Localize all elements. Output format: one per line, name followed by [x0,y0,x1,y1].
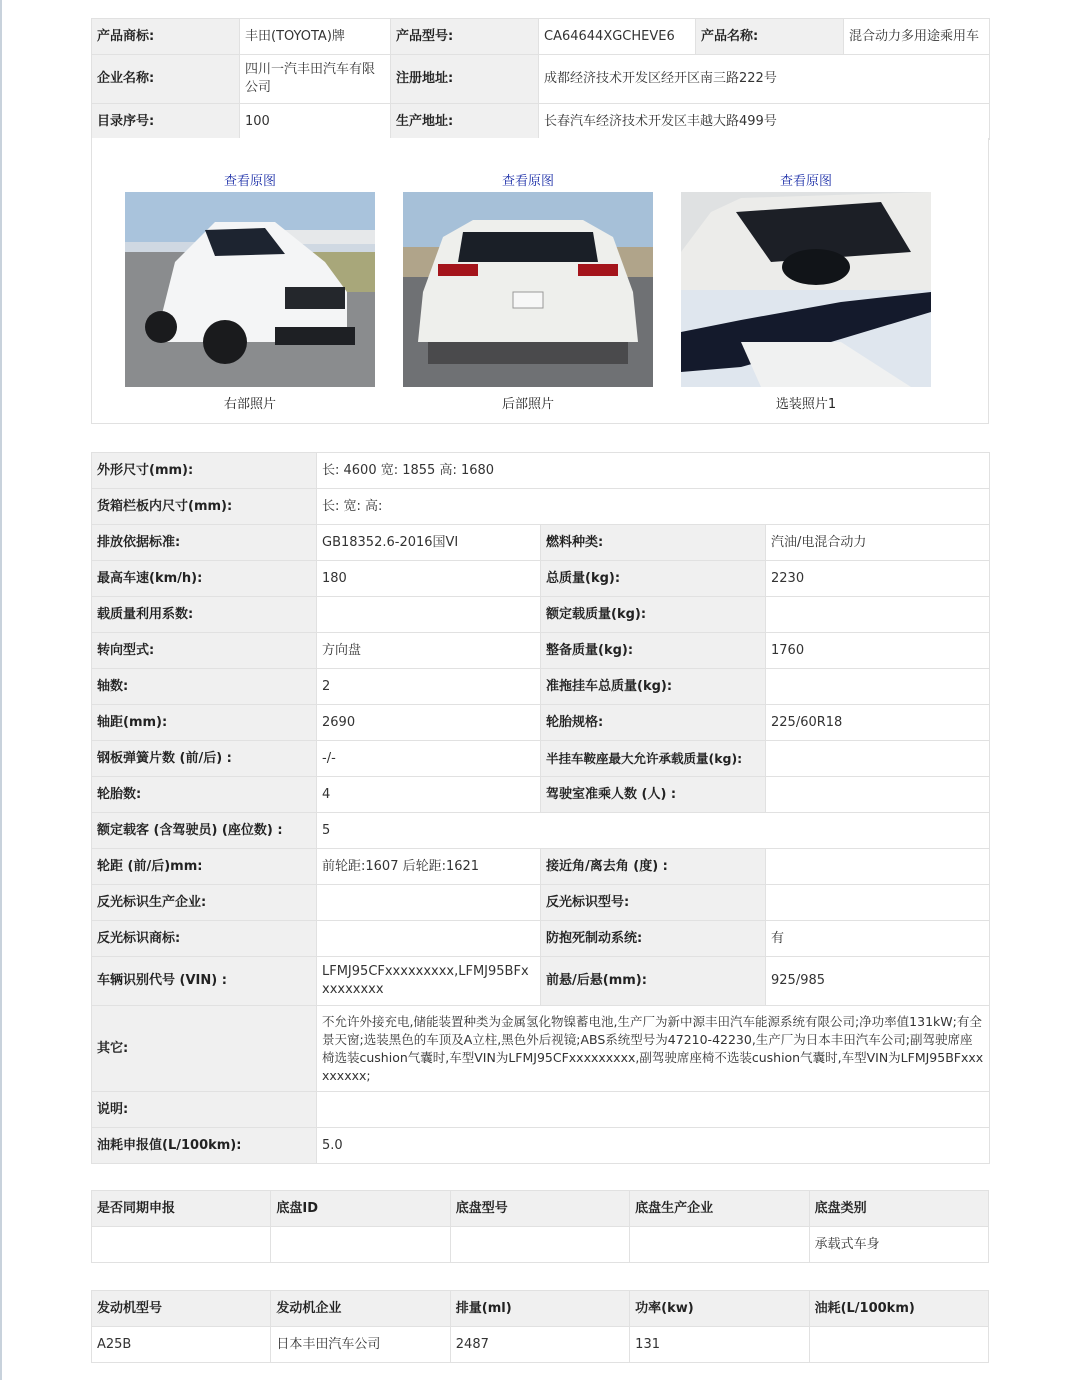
angle-label: 接近角/离去角 (度) : [541,849,766,885]
spring-label: 钢板弹簧片数 (前/后) : [92,741,317,777]
table-row [92,104,990,140]
cab-label: 驾驶室准乘人数 (人) : [541,777,766,813]
steering-value: 方向盘 [317,633,541,669]
axles-value: 2 [317,669,541,705]
basic-info-section [91,18,989,140]
vin-value: LFMJ95CFxxxxxxxxx,LFMJ95BFxxxxxxxxx [317,957,541,1006]
saddle-label: 半挂车鞍座最大允许承载质量(kg): [541,741,766,777]
other-value: 不允许外接充电,储能装置种类为金属氢化物镍蓄电池,生产厂为新中源丰田汽车能源系统有限公司;净功率值131kW;有全景天窗;选装黑色的车顶及A立柱,黑色外后视镜;ABS系统型号为47210-42230,生产厂为日本丰田汽车公司;副驾驶席座椅选装cushion气囊时,车型VIN为LFMJ95CFxxxxxxxxx,副驾驶席座椅不选装cushion气囊时,车型VIN为LFMJ95BFxxxxxxxxx; [317,1006,990,1092]
rated-load-label: 额定载质量(kg): [541,597,766,633]
curb-value: 1760 [766,633,990,669]
vin-label: 车辆识别代号 (VIN) : [92,957,317,1006]
dims-value: 长: 4600 宽: 1855 高: 1680 [317,453,990,489]
table-row [92,885,990,921]
photo-card-optional [681,172,931,414]
prod-address-label: 生产地址: [391,104,539,140]
prod-address-value: 长春汽车经济技术开发区丰越大路499号 [539,104,990,140]
table-row [92,849,990,885]
rear-car-photo[interactable] [403,192,653,387]
company-label: 企业名称: [92,55,240,104]
tires-value: 4 [317,777,541,813]
spring-value: -/- [317,741,541,777]
table-row [92,1327,989,1363]
chassis-table [91,1190,989,1263]
table-cell: 承载式车身 [809,1227,988,1263]
load-coef-label: 载质量利用系数: [92,597,317,633]
load-coef-value [317,597,541,633]
other-label: 其它: [92,1006,317,1092]
table-row [92,453,990,489]
product-name-value: 混合动力多用途乘用车 [844,19,990,55]
photo-card-right [125,172,375,414]
optional-part-photo[interactable] [681,192,931,387]
photo-caption: 右部照片 [223,397,276,412]
track-label: 轮距 (前/后)mm: [92,849,317,885]
column-header: 底盘类别 [809,1191,988,1227]
reflector-maker-label: 反光标识生产企业: [92,885,317,921]
tire-spec-value: 225/60R18 [766,705,990,741]
column-header: 发动机型号 [92,1291,271,1327]
table-row [92,597,990,633]
mass-label: 总质量(kg): [541,561,766,597]
column-header: 底盘ID [271,1191,450,1227]
view-original-link[interactable]: 查看原图 [779,174,832,189]
tire-spec-label: 轮胎规格: [541,705,766,741]
mass-value: 2230 [766,561,990,597]
table-row [92,669,990,705]
column-header: 底盘生产企业 [630,1191,809,1227]
table-cell: 日本丰田汽车公司 [271,1327,450,1363]
table-row [92,777,990,813]
table-cell [630,1227,809,1263]
table-row [92,633,990,669]
table-header-row [92,1191,989,1227]
reg-address-label: 注册地址: [391,55,539,104]
catalog-value: 100 [240,104,391,140]
fuel-value: 汽油/电混合动力 [766,525,990,561]
reg-address-value: 成都经济技术开发区经开区南三路222号 [539,55,990,104]
steering-label: 转向型式: [92,633,317,669]
model-value: CA6464​4XGCHEVE6 [539,19,696,55]
overhang-label: 前悬/后悬(mm): [541,957,766,1006]
engine-table [91,1290,989,1363]
table-row [92,1227,989,1263]
column-header: 功率(kw) [630,1291,809,1327]
seats-label: 额定载客 (含驾驶员) (座位数) : [92,813,317,849]
photo-card-rear [403,172,653,414]
axles-label: 轴数: [92,669,317,705]
view-original-link[interactable]: 查看原图 [223,174,276,189]
table-row [92,957,990,1006]
note-label: 说明: [92,1092,317,1128]
brand-label: 产品商标: [92,19,240,55]
saddle-value [766,741,990,777]
wheelbase-label: 轴距(mm): [92,705,317,741]
cargo-value: 长: 宽: 高: [317,489,990,525]
table-cell: A25B [92,1327,271,1363]
table-header-row [92,1291,989,1327]
table-row [92,705,990,741]
table-row [92,1006,990,1092]
table-row [92,921,990,957]
track-value: 前轮距:1607 后轮距:1621 [317,849,541,885]
specs-section [91,452,989,1164]
table-row [92,561,990,597]
consumption-label: 油耗申报值(L/100km): [92,1128,317,1164]
engine-section [91,1290,989,1363]
page-left-border [0,0,2,1380]
table-row [92,741,990,777]
dims-label: 外形尺寸(mm): [92,453,317,489]
reflector-model-value [766,885,990,921]
trailer-label: 准拖挂车总质量(kg): [541,669,766,705]
column-header: 排量(ml) [450,1291,629,1327]
curb-label: 整备质量(kg): [541,633,766,669]
column-header: 是否同期申报 [92,1191,271,1227]
table-row [92,1092,990,1128]
table-row [92,813,990,849]
table-cell: 2487 [450,1327,629,1363]
right-side-car-photo[interactable] [125,192,375,387]
trailer-value [766,669,990,705]
company-value: 四川一汽丰田汽车有限公司 [240,55,391,104]
table-cell: 131 [630,1327,809,1363]
wheelbase-value: 2690 [317,705,541,741]
abs-value: 有 [766,921,990,957]
tires-label: 轮胎数: [92,777,317,813]
view-original-link[interactable]: 查看原图 [501,174,554,189]
chassis-section [91,1190,989,1263]
note-value [317,1092,990,1128]
model-label: 产品型号: [391,19,539,55]
photo-gallery [91,138,989,424]
speed-value: 180 [317,561,541,597]
table-cell [271,1227,450,1263]
angle-value [766,849,990,885]
reflector-model-label: 反光标识型号: [541,885,766,921]
abs-label: 防抱死制动系统: [541,921,766,957]
reflector-maker-value [317,885,541,921]
reflector-brand-label: 反光标识商标: [92,921,317,957]
emission-value: GB18352.6-2016国VI [317,525,541,561]
product-name-label: 产品名称: [696,19,844,55]
catalog-label: 目录序号: [92,104,240,140]
cab-value [766,777,990,813]
table-row [92,55,990,104]
table-row [92,489,990,525]
reflector-brand-value [317,921,541,957]
brand-value: 丰田(TOYOTA)牌 [240,19,391,55]
photo-caption: 选装照片1 [775,397,837,412]
specs-table [91,452,990,1164]
seats-value: 5 [317,813,990,849]
table-cell [809,1327,988,1363]
column-header: 发动机企业 [271,1291,450,1327]
emission-label: 排放依据标准: [92,525,317,561]
photo-caption: 后部照片 [501,397,554,412]
consumption-value: 5.0 [317,1128,990,1164]
basic-info-table [91,18,990,140]
cargo-label: 货箱栏板内尺寸(mm): [92,489,317,525]
table-row [92,1128,990,1164]
column-header: 油耗(L/100km) [809,1291,988,1327]
column-header: 底盘型号 [450,1191,629,1227]
table-cell [92,1227,271,1263]
table-cell [450,1227,629,1263]
table-row [92,19,990,55]
rated-load-value [766,597,990,633]
fuel-label: 燃料种类: [541,525,766,561]
overhang-value: 925/985 [766,957,990,1006]
table-row [92,525,990,561]
speed-label: 最高车速(km/h): [92,561,317,597]
